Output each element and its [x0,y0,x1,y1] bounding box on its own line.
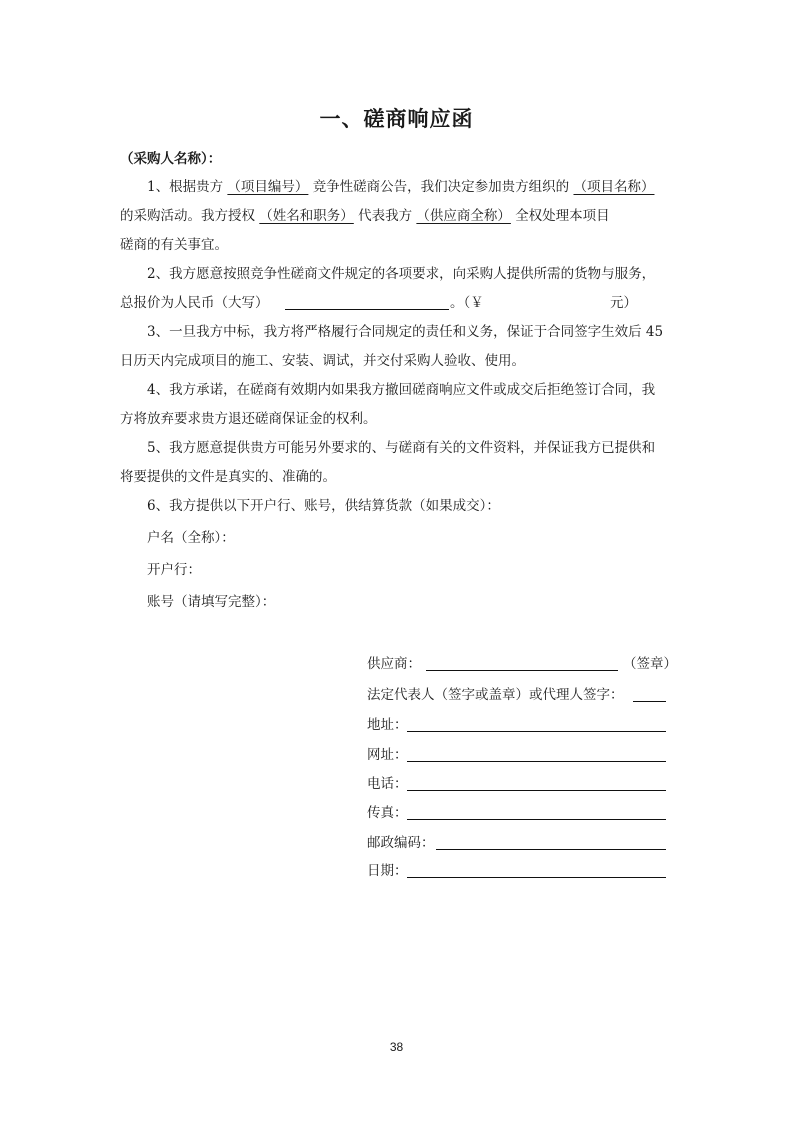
page-title: 一、磋商响应函 [319,107,474,131]
postcode-blank [436,849,666,850]
supplier-full-name-field: （供应商全称） [416,208,511,224]
p4-line2: 方将放弃要求贵方退还磋商保证金的权利。 [120,411,377,427]
p1-text-b: 竞争性磋商公告，我们决定参加贵方组织的 [312,179,570,195]
date-blank [407,877,666,878]
p3-line1: 3、一旦我方中标，我方将严格履行合同规定的责任和义务，保证于合同签字生效后 45 [147,324,664,340]
p4-line1: 4、我方承诺，在磋商有效期内如果我方撤回磋商响应文件或成交后拒绝签订合同，我 [147,382,656,398]
p1-line1 [147,178,654,197]
website-blank [407,761,666,762]
rep-blank [633,701,666,702]
rep-label: 法定代表人（签字或盖章）或代理人签字： [367,687,624,703]
addressee: （采购人名称）： [120,151,222,167]
project-number-field: （项目编号） [227,179,309,195]
p5-line1: 5、我方愿意提供贵方可能另外要求的、与磋商有关的文件资料，并保证我方已提供和 [147,440,656,456]
website-label: 网址： [367,747,408,763]
account-number-label: 账号（请填写完整）： [147,594,276,610]
project-name-field: （项目名称） [573,179,655,195]
address-blank [407,731,666,732]
fax-label: 传真： [367,805,408,821]
p3-line2: 日历天内完成项目的施工、安装、调试，并交付采购人验收、使用。 [120,353,525,369]
page-number: 38 [389,1040,404,1054]
phone-label: 电话： [367,776,408,792]
total-price-words-blank [285,309,449,310]
postcode-label: 邮政编码： [367,835,435,851]
supplier-blank [426,670,618,671]
p2-text-c: 。（￥ [450,295,484,311]
address-label: 地址： [367,717,408,733]
supplier-label: 供应商： [367,656,421,672]
account-name-label: 户名（全称）： [147,530,235,546]
p1-text-c: 的采购活动。我方授权 [120,208,255,224]
phone-blank [407,790,666,791]
p1-text-a: 1、根据贵方 [147,179,224,195]
p1-line2 [120,207,610,226]
name-title-field: （姓名和职务） [259,208,354,224]
p1-text-d: 代表我方 [358,208,413,224]
p1-line3: 磋商的有关事宜。 [120,237,228,253]
bank-label: 开户行： [147,562,201,578]
p2-text-d: 元） [610,295,637,311]
p2-line1: 2、我方愿意按照竞争性磋商文件规定的各项要求，向采购人提供所需的货物与服务， [147,266,656,282]
p6-line: 6、我方提供以下开户行、账号，供结算货款（如果成交）： [147,498,500,514]
p1-text-e: 全权处理本项目 [515,208,610,224]
p5-line2: 将要提供的文件是真实的、准确的。 [120,469,336,485]
p2-text-b: 总报价为人民币（大写） [120,295,269,311]
seal-label: （签章） [623,656,677,672]
date-label: 日期： [367,863,408,879]
fax-blank [407,819,666,820]
